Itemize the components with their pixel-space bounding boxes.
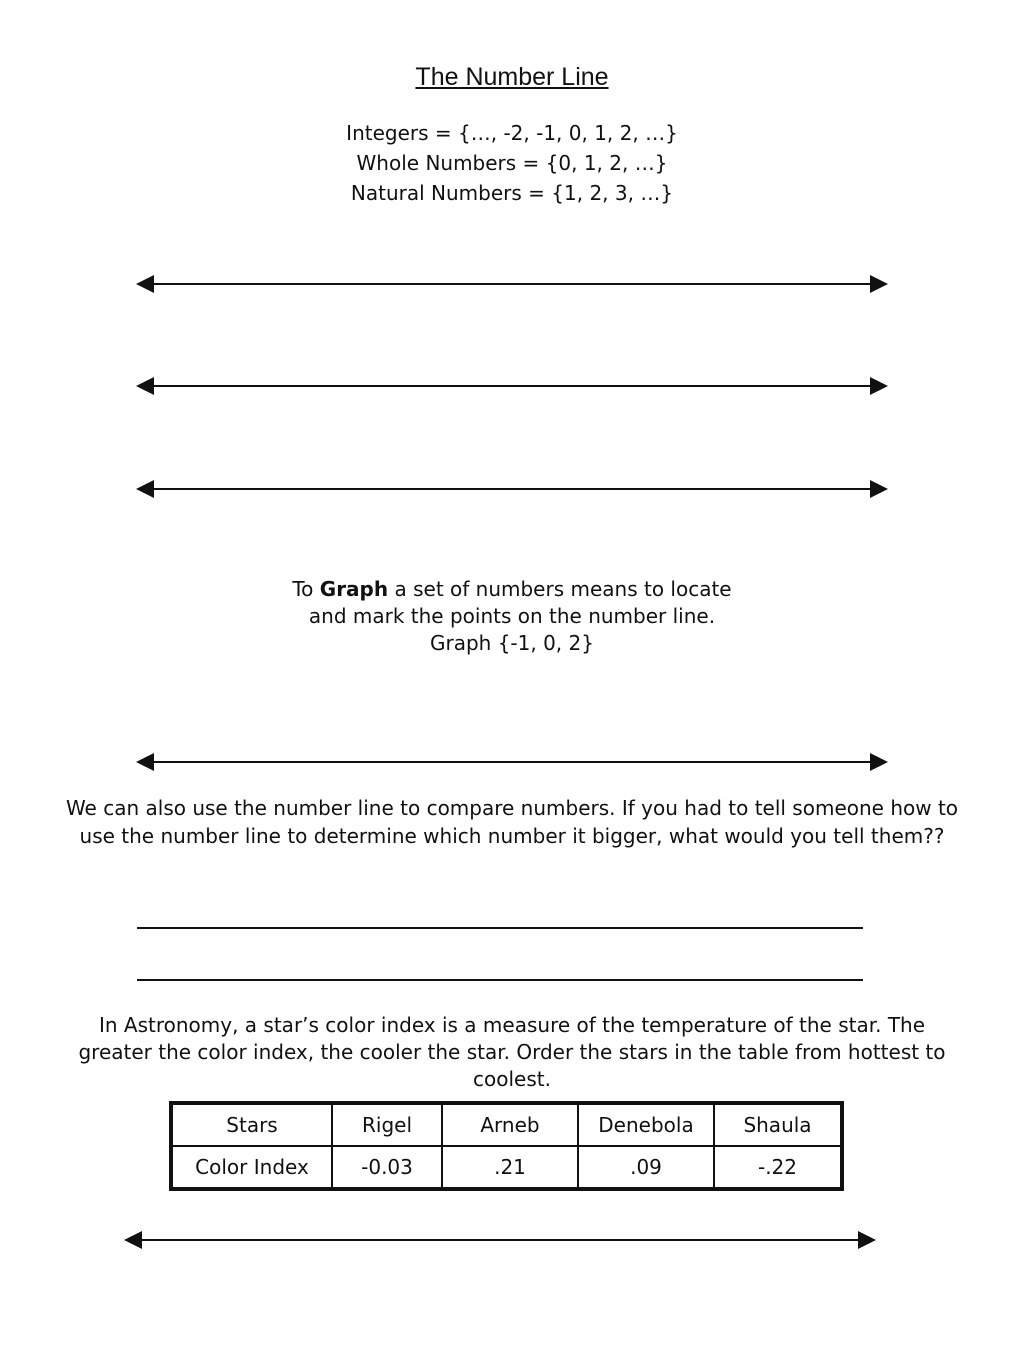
- number-line-1: [136, 274, 888, 294]
- table-cell: -0.03: [332, 1146, 442, 1189]
- page-title: The Number Line: [415, 63, 609, 91]
- table-cell: Color Index: [171, 1146, 332, 1189]
- graph-line-3: Graph {-1, 0, 2}: [430, 631, 594, 655]
- graph-line-1-rest: a set of numbers means to locate: [388, 577, 732, 601]
- graph-bold-word: Graph: [319, 577, 389, 601]
- graph-line-2: and mark the points on the number line.: [308, 604, 716, 628]
- table-cell: Denebola: [578, 1103, 714, 1146]
- table-cell: Rigel: [332, 1103, 442, 1146]
- number-line-5: [124, 1230, 876, 1250]
- table-row: [171, 1146, 842, 1189]
- number-line-2: [136, 376, 888, 396]
- answer-line-1[interactable]: [137, 927, 863, 929]
- table-cell: -.22: [714, 1146, 842, 1189]
- graph-prefix: To: [292, 577, 320, 601]
- graph-line-1: [0, 576, 1024, 603]
- compare-question: We can also use the number line to compare numbers. If you had to tell someone how to use the number line to determine which number it bigger, what would you tell them??: [65, 796, 959, 848]
- table-cell: Arneb: [442, 1103, 578, 1146]
- number-line-4: [136, 752, 888, 772]
- graph-instructions: [0, 576, 1024, 657]
- table-cell: Stars: [171, 1103, 332, 1146]
- table-header-row: [171, 1103, 842, 1146]
- answer-line-2[interactable]: [137, 979, 863, 981]
- integers-definition: Integers = {…, -2, -1, 0, 1, 2, …}: [346, 121, 678, 145]
- number-set-definitions: [0, 118, 1024, 208]
- number-line-3: [136, 479, 888, 499]
- whole-numbers-definition: Whole Numbers = {0, 1, 2, …}: [356, 151, 668, 175]
- natural-numbers-definition: Natural Numbers = {1, 2, 3, …}: [350, 181, 674, 205]
- table-cell: .09: [578, 1146, 714, 1189]
- table-cell: Shaula: [714, 1103, 842, 1146]
- star-color-index-table: [169, 1101, 844, 1191]
- astronomy-question: In Astronomy, a star’s color index is a measure of the temperature of the star. The greater the color index, the cooler the star. Order the stars in the table from hottest to coolest.: [78, 1013, 946, 1091]
- table-cell: .21: [442, 1146, 578, 1189]
